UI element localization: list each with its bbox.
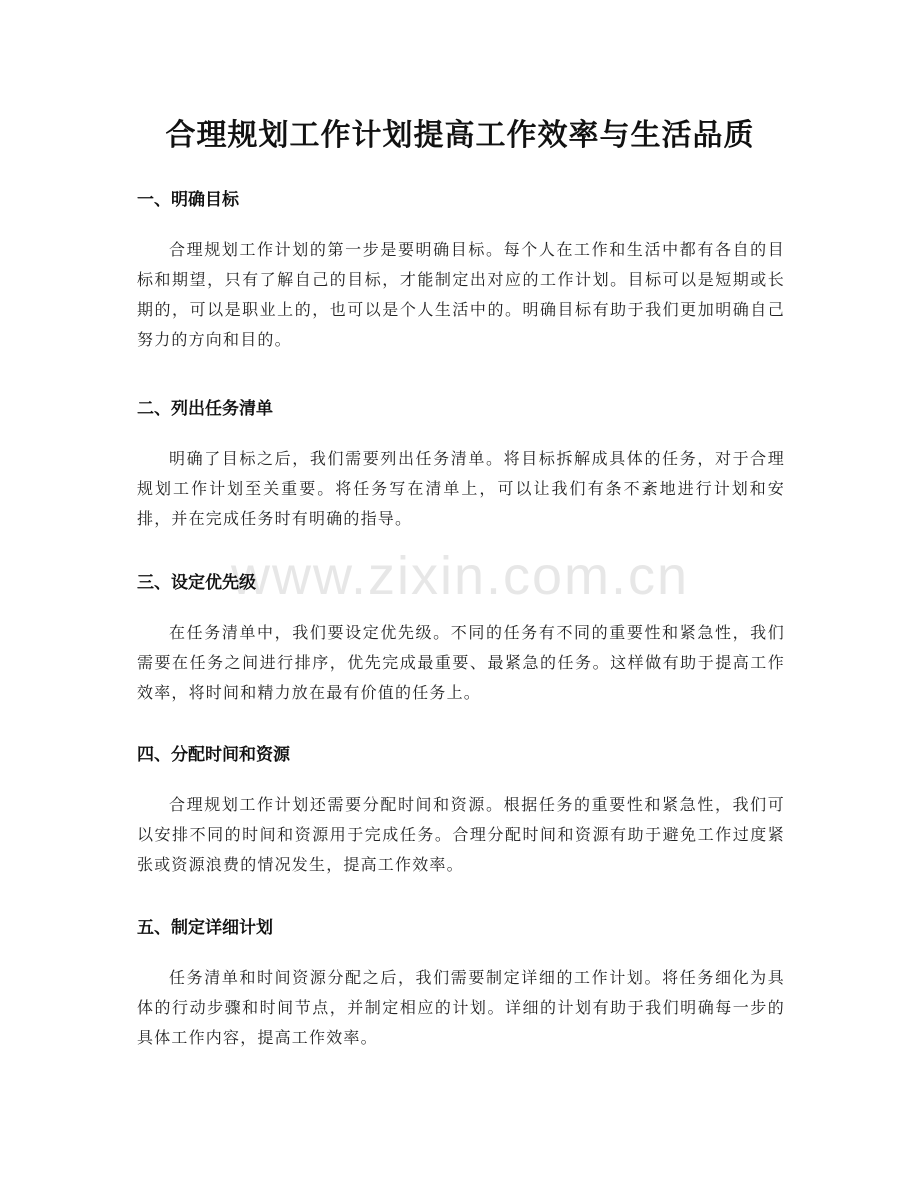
section-paragraph: 明确了目标之后，我们需要列出任务清单。将目标拆解成具体的任务，对于合理规划工作计划至关重要。将任务写在清单上，可以让我们有条不紊地进行计划和安排，并在完成任务时有明确的指导。 bbox=[137, 449, 785, 528]
document-title: 合理规划工作计划提高工作效率与生活品质 bbox=[165, 118, 755, 153]
section-paragraph: 合理规划工作计划还需要分配时间和资源。根据任务的重要性和紧急性，我们可以安排不同的时间和资源用于完成任务。合理分配时间和资源有助于避免工作过度紧张或资源浪费的情况发生，提高工作效率。 bbox=[137, 795, 785, 874]
section-heading: 三、设定优先级 bbox=[137, 573, 256, 593]
watermark: www.zixin.com.cn bbox=[230, 546, 690, 606]
section-task-list bbox=[137, 397, 785, 534]
section-detailed-plan bbox=[137, 916, 785, 1053]
section-heading: 一、明确目标 bbox=[137, 190, 239, 210]
section-heading: 五、制定详细计划 bbox=[137, 918, 273, 938]
section-paragraph: 任务清单和时间资源分配之后，我们需要制定详细的工作计划。将任务细化为具体的行动步骤和时间节点，并制定相应的计划。详细的计划有助于我们明确每一步的具体工作内容，提高工作效率。 bbox=[137, 968, 785, 1047]
section-paragraph: 在任务清单中，我们要设定优先级。不同的任务有不同的重要性和紧急性，我们需要在任务之间进行排序，优先完成最重要、最紧急的任务。这样做有助于提高工作效率，将时间和精力放在最有价值的任务上。 bbox=[137, 623, 785, 702]
section-heading: 二、列出任务清单 bbox=[137, 399, 273, 419]
section-time-resources bbox=[137, 743, 785, 880]
section-goals bbox=[137, 188, 785, 355]
section-paragraph: 合理规划工作计划的第一步是要明确目标。每个人在工作和生活中都有各自的目标和期望，只有了解自己的目标，才能制定出对应的工作计划。目标可以是短期或长期的，可以是职业上的，也可以是个人生活中的。明确目标有助于我们更加明确自己努力的方向和目的。 bbox=[137, 240, 785, 349]
section-heading: 四、分配时间和资源 bbox=[137, 745, 290, 765]
section-priorities bbox=[137, 571, 785, 708]
